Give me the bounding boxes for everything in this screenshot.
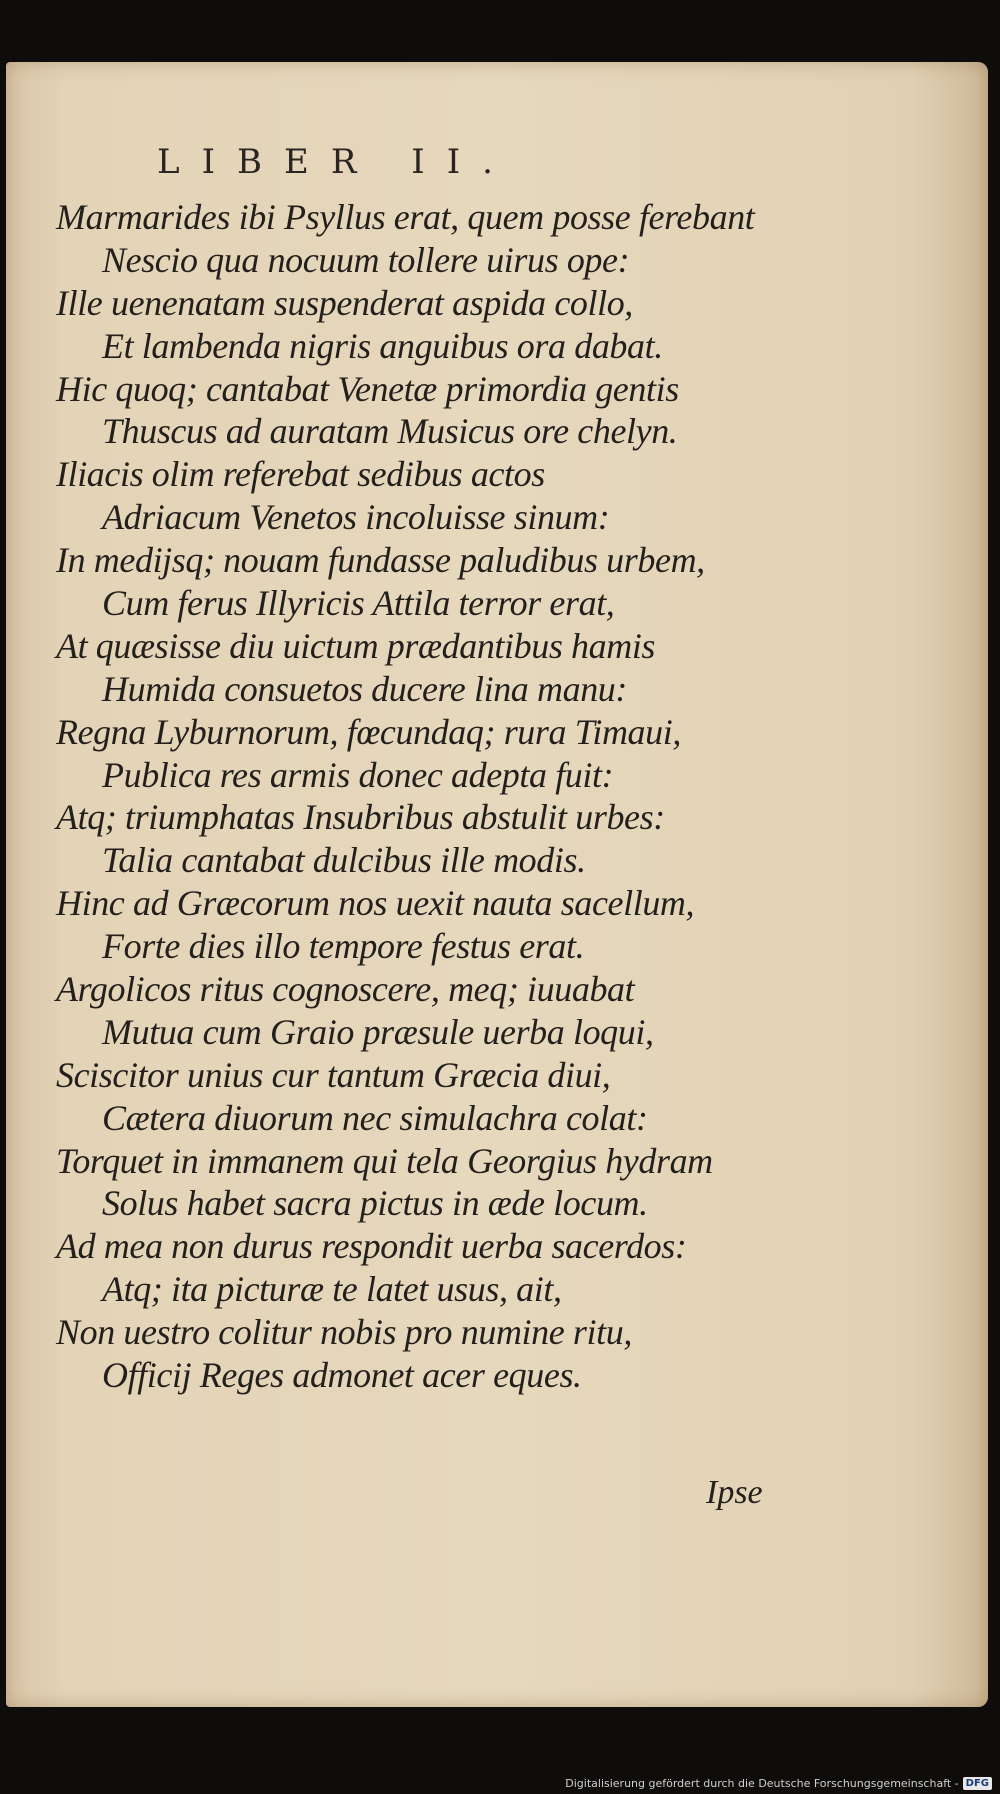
book-page xyxy=(6,62,988,1707)
verse-line: Hinc ad Græcorum nos uexit nauta sacellum, xyxy=(56,883,695,924)
verse-line: Atq; triumphatas Insubribus abstulit urbes: xyxy=(56,797,665,838)
verse-line: Ad mea non durus respondit uerba sacerdos: xyxy=(56,1226,687,1267)
credit-text: Digitalisierung gefördert durch die Deutsche Forschungsgemeinschaft - xyxy=(565,1777,959,1790)
verse-line: Talia cantabat dulcibus ille modis. xyxy=(102,840,586,881)
verse-line: Thuscus ad auratam Musicus ore chelyn. xyxy=(102,411,678,452)
verse-line: At quæsisse diu uictum prædantibus hamis xyxy=(56,625,656,666)
verse-line: Mutua cum Graio præsule uerba loqui, xyxy=(102,1011,654,1052)
verse-line: Publica res armis donec adepta fuit: xyxy=(102,754,614,795)
verse-line: Humida consuetos ducere lina manu: xyxy=(102,668,627,709)
verse-line: Torquet in immanem qui tela Georgius hydram xyxy=(56,1140,713,1181)
verse-line: Non uestro colitur nobis pro numine ritu, xyxy=(56,1312,632,1353)
verse-line: Adriacum Venetos incoluisse sinum: xyxy=(102,497,610,538)
verse-line: Et lambenda nigris anguibus ora dabat. xyxy=(102,325,663,366)
poem-text xyxy=(56,196,755,1397)
verse-line: Atq; ita picturæ te latet usus, ait, xyxy=(102,1269,562,1310)
verse-line: In medijsq; nouam fundasse paludibus urbem, xyxy=(56,540,705,581)
verse-line: Iliacis olim referebat sedibus actos xyxy=(56,454,545,495)
verse-line: Hic quoq; cantabat Venetæ primordia gentis xyxy=(56,368,679,409)
verse-line: Cætera diuorum nec simulachra colat: xyxy=(102,1097,648,1138)
verse-line: Officij Reges admonet acer eques. xyxy=(102,1355,582,1396)
verse-line: Regna Lyburnorum, fœcundaq; rura Timaui, xyxy=(56,711,681,752)
verse-line: Nescio qua nocuum tollere uirus ope: xyxy=(102,239,630,280)
verse-line: Sciscitor unius cur tantum Græcia diui, xyxy=(56,1054,611,1095)
verse-line: Ille uenenatam suspenderat aspida collo, xyxy=(56,282,633,323)
digitization-credit xyxy=(565,1777,992,1790)
verse-line: Cum ferus Illyricis Attila terror erat, xyxy=(102,583,615,624)
verse-line: Argolicos ritus cognoscere, meq; iuuabat xyxy=(56,969,635,1010)
verse-line: Solus habet sacra pictus in æde locum. xyxy=(102,1183,648,1224)
dfg-logo: DFG xyxy=(963,1777,992,1790)
catchword: Ipse xyxy=(706,1474,763,1511)
verse-line: Forte dies illo tempore festus erat. xyxy=(102,926,585,967)
verse-line: Marmarides ibi Psyllus erat, quem posse ferebant xyxy=(56,197,755,237)
running-header: LIBER II. xyxy=(157,142,515,182)
